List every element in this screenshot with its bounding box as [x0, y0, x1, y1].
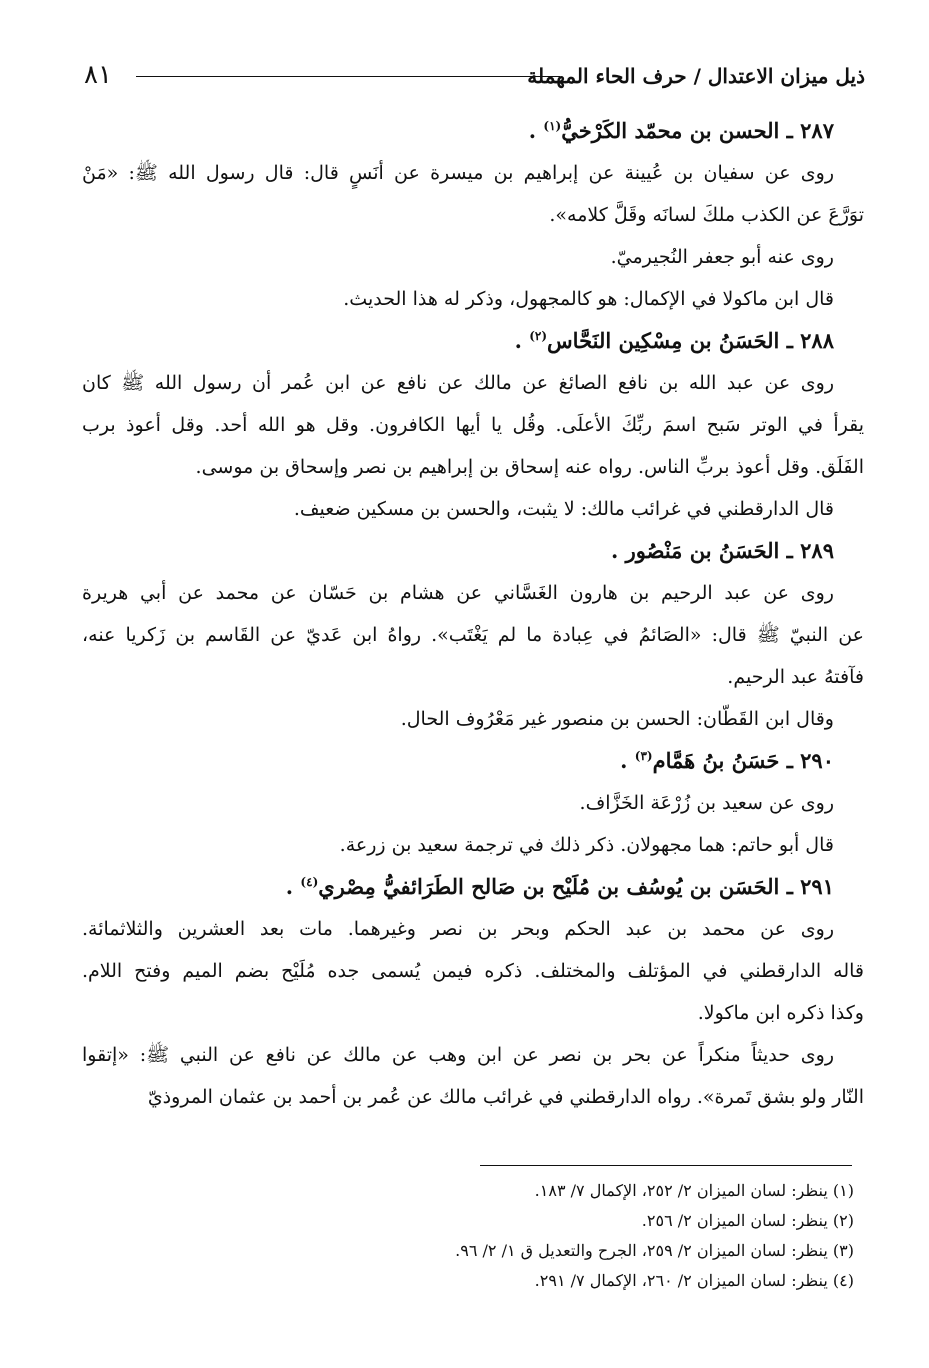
- text-line: قال الدارقطني في غرائب مالك: لا يثبت، والحسن بن مسكين ضعيف.: [293, 498, 834, 520]
- header-rule: [136, 76, 560, 77]
- footnotes: [354, 1176, 854, 1296]
- entry-title-text: ٢٩٠ ـ حَسَنُ بنُ هَمَّام: [652, 748, 834, 773]
- entry-title-text: ٢٨٧ ـ الحسن بن محمّد الكَرْخيُّ: [561, 118, 834, 143]
- text-line: روى عن محمد بن عبد الحكم وبحر بن نصر وغيرهما. مات بعد العشرين والثلاثمائة.: [82, 918, 834, 940]
- text-line: قال أبو حاتم: هما مجهولان. ذكر ذلك في ترجمة سعيد بن زرعة.: [339, 834, 834, 856]
- entry-title-text: ٢٨٨ ـ الحَسَنُ بن مِسْكِين النَحَّاس: [547, 328, 834, 353]
- footnote-ref: (٣): [634, 749, 653, 763]
- text-line: قاله الدارقطني في المؤتلف والمختلف. ذكره فيمن يُسمى جده مُلَيْح بضم الميم وفتح اللام.: [82, 960, 864, 982]
- text-line: روى عن سعيد بن زُرْعَة الخَزَّاف.: [579, 792, 834, 814]
- footnote-ref: (٤): [300, 875, 319, 889]
- text-line: الفَلَق. وقل أعوذ بربِّ الناس. رواه عنه إسحاق بن إبراهيم بن نصر وإسحاق بن موسى.: [195, 456, 864, 478]
- text-line: روى عنه أبو جعفر النُجيرميّ.: [610, 246, 834, 268]
- text-line: يقرأ في الوتر سَبح اسمَ ربِّكَ الأعلَى. وقُل يا أيها الكافرون. وقل هو الله أحد. وقل أعوذ برب: [82, 414, 864, 436]
- running-head: ذيل ميزان الاعتدال / حرف الحاء المهملة: [527, 64, 865, 88]
- footnote: (٣) ينظر: لسان الميزان ٢/ ٢٥٩، الجرح والتعديل ق ١/ ٢/ ٩٦.: [455, 1241, 854, 1260]
- text-line: روى عن عبد الله بن نافع الصائغ عن مالك عن نافع عن ابن عُمر أن رسول الله ﷺ كان: [82, 372, 834, 394]
- entry-title: ٢٩٠ ـ حَسَنُ بنُ هَمَّام$^{(٣)}$ .: [620, 748, 834, 773]
- entry-title-text: ٢٩١ ـ الحَسَن بن يُوسُف بن مُلَيْح بن صَالح الطَرَائفيُّ مِصْري: [318, 874, 834, 899]
- text-line: قال ابن ماكولا في الإكمال: هو كالمجهول، وذكر له هذا الحديث.: [343, 288, 834, 310]
- entry-title: ٢٨٩ ـ الحَسَنُ بن مَنْصُور .: [611, 538, 834, 563]
- entry-title: ٢٨٨ ـ الحَسَنُ بن مِسْكِين النَحَّاس$^{(٢)}$ .: [514, 328, 834, 353]
- text-line: النّار ولو بشق تَمرة». رواه الدارقطني في غرائب مالك عن عُمر بن أحمد بن عثمان المروذيّ: [147, 1086, 864, 1108]
- page-header: [80, 60, 865, 96]
- page-number: ٨١: [84, 60, 112, 90]
- footnote: (٢) ينظر: لسان الميزان ٢/ ٢٥٦.: [641, 1211, 854, 1230]
- footnote: (١) ينظر: لسان الميزان ٢/ ٢٥٢، الإكمال ٧/ ١٨٣.: [534, 1181, 854, 1200]
- text-line: روى حديثاً منكراً عن بحر بن نصر عن ابن وهب عن مالك عن نافع عن النبي ﷺ: «إتقوا: [82, 1044, 834, 1066]
- footnote-separator: [480, 1165, 852, 1166]
- entry-title-text: ٢٨٩ ـ الحَسَنُ بن مَنْصُور: [625, 538, 834, 563]
- text-line: روى عن سفيان بن عُيينة عن إبراهيم بن ميسرة عن أنَسٍ قال: قال رسول الله ﷺ: «مَنْ: [82, 162, 834, 184]
- text-line: وكذا ذكره ابن ماكولا.: [697, 1002, 864, 1024]
- text-line: توَرَّعَ عن الكذب ملكَ لسانَه وقَلَّ كلامه».: [549, 204, 864, 226]
- text-line: عن النبيّ ﷺ قال: «الصَائمُ في عِبادة ما لم يَغْتَب». رواهُ ابن عَديّ عن القَاسم بن زَكريا عنه،: [82, 624, 864, 646]
- entry-title: ٢٨٧ ـ الحسن بن محمّد الكَرْخيُّ$^{(١)}$ .: [528, 118, 834, 143]
- text-line: وقال ابن القَطّان: الحسن بن منصور غير مَعْرُوف الحال.: [400, 708, 834, 730]
- footnote: (٤) ينظر: لسان الميزان ٢/ ٢٦٠، الإكمال ٧/ ٢٩١.: [534, 1271, 854, 1290]
- body-text: [82, 110, 864, 1118]
- entry-title: ٢٩١ ـ الحَسَن بن يُوسُف بن مُلَيْح بن صَالح الطَرَائفيُّ مِصْري$^{(٤)}$ .: [285, 874, 834, 899]
- text-line: فآفتهُ عبد الرحيم.: [727, 666, 864, 688]
- footnote-ref: (٢): [529, 329, 548, 343]
- footnote-ref: (١): [543, 119, 562, 133]
- text-line: روى عن عبد الرحيم بن هارون الغَسَّاني عن هشام بن حَسّان عن محمد عن أبي هريرة: [82, 582, 834, 604]
